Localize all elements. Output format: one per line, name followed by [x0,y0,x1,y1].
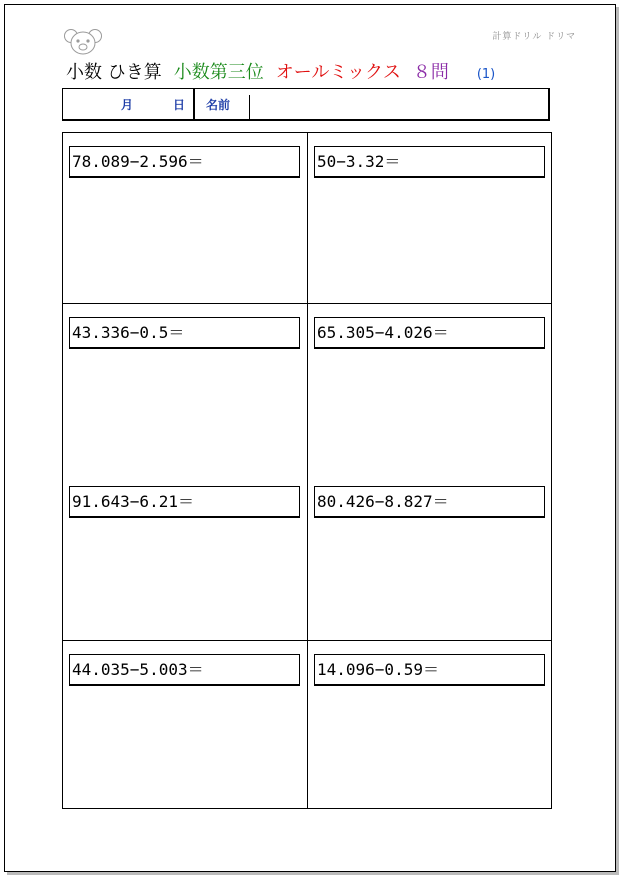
name-label: 名前 [206,98,231,112]
problem-grid [62,132,552,809]
grid-divider-vertical [307,133,308,808]
problem-4: 65.305−4.026＝ [314,317,545,349]
title-level: 小数第三位 [173,62,264,83]
name-divider [249,95,250,120]
title-count: ８問 [412,62,449,83]
problem-7: 44.035−5.003＝ [69,654,300,686]
title-sheet-number: (1) [476,67,496,82]
grid-divider-row [63,303,551,304]
name-date-bar [62,88,550,121]
grid-divider-row [63,640,551,641]
problem-2: 50−3.32＝ [314,146,545,178]
day-label: 日 [173,98,186,112]
title-type: オールミックス [275,62,401,83]
problem-3: 43.336−0.5＝ [69,317,300,349]
brand-label: 計算ドリル ドリマ [492,32,576,42]
worksheet-title [66,60,507,86]
title-subject: 小数 ひき算 [66,62,162,83]
month-label: 月 [121,98,134,112]
problem-8: 14.096−0.59＝ [314,654,545,686]
problem-6: 80.426−8.827＝ [314,486,545,518]
date-divider [193,89,195,120]
problem-1: 78.089−2.596＝ [69,146,300,178]
problem-5: 91.643−6.21＝ [69,486,300,518]
koala-mascot-icon [64,26,102,56]
